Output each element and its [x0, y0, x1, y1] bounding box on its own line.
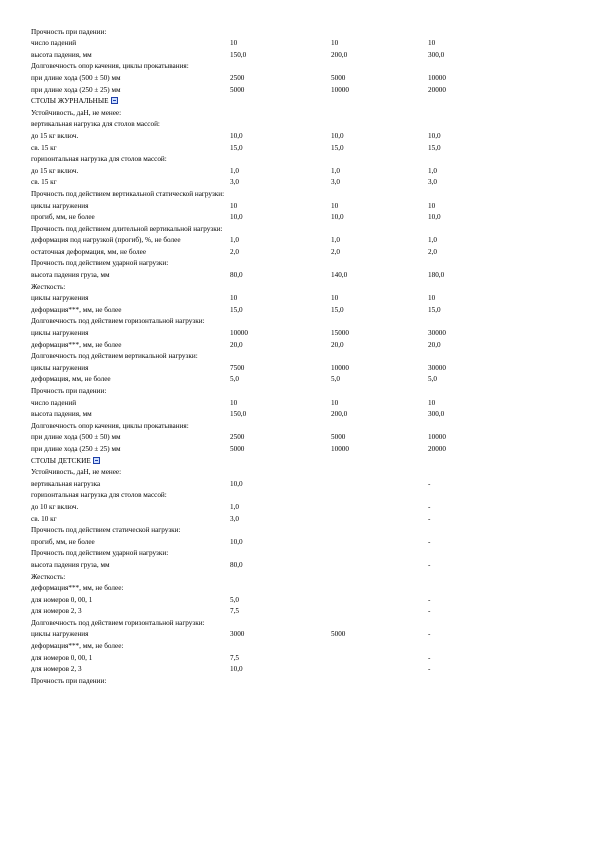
row-label	[31, 410, 230, 418]
value-cell-col3: 180,0	[428, 271, 445, 280]
table-row	[31, 130, 576, 142]
value-cell-col2: 1,0	[331, 236, 340, 245]
row-label-text: остаточная деформация, мм, не более	[31, 247, 147, 256]
row-label	[31, 144, 230, 152]
value-cell-col3: -	[428, 560, 431, 569]
row-label	[31, 352, 230, 360]
row-label	[31, 236, 230, 244]
value-cell-col3: -	[428, 502, 431, 511]
row-label-text: деформация, мм, не более	[31, 375, 111, 384]
row-label	[31, 294, 230, 302]
value-cell-col1: 2,0	[230, 247, 239, 256]
value-cell-col1: 5,0	[230, 375, 239, 384]
row-label-text: деформация***, мм, не более	[31, 340, 122, 349]
row-label	[31, 399, 230, 407]
row-label	[31, 178, 230, 186]
table-row	[31, 293, 576, 305]
table-row	[31, 594, 576, 606]
value-cell-col2: 5000	[331, 73, 346, 82]
row-label-text: Прочность под действием статической нагрузки:	[31, 526, 181, 535]
table-row	[31, 362, 576, 374]
row-label-text: Прочность под действием вертикальной статической нагрузки:	[31, 189, 225, 198]
row-label	[31, 364, 230, 372]
row-label-text: прогиб, мм, не более	[31, 537, 95, 546]
table-row	[31, 374, 576, 386]
row-label	[31, 213, 230, 221]
value-cell-col2: 10000	[331, 363, 349, 372]
value-cell-col3: 10	[428, 294, 436, 303]
table-row	[31, 339, 576, 351]
row-label-text: Прочность при падении:	[31, 27, 107, 36]
row-label-text: Жесткость:	[31, 572, 66, 581]
row-label	[31, 503, 230, 511]
value-cell-col3: 20,0	[428, 340, 441, 349]
row-label-text: Долговечность опор качения, циклы прокатывания:	[31, 62, 189, 71]
value-cell-col2: 15000	[331, 329, 349, 338]
value-cell-col1: 10,0	[230, 537, 243, 546]
row-label	[31, 283, 230, 291]
value-cell-col2: 10,0	[331, 213, 344, 222]
value-cell-col3: -	[428, 653, 431, 662]
value-cell-col3: 15,0	[428, 143, 441, 152]
row-label-text: до 10 кг включ.	[31, 502, 79, 511]
row-label	[31, 654, 230, 662]
table-row	[31, 223, 576, 235]
section-heading	[31, 457, 230, 465]
row-label-text: циклы нагружения	[31, 363, 89, 372]
value-cell-col1: 20,0	[230, 340, 243, 349]
table-row	[31, 235, 576, 247]
value-cell-col2: 10000	[331, 444, 349, 453]
value-cell-col1: 10	[230, 294, 238, 303]
table-row	[31, 664, 576, 676]
value-cell-col3: -	[428, 607, 431, 616]
value-cell-col1: 15,0	[230, 305, 243, 314]
value-cell-col3: 5,0	[428, 375, 437, 384]
table-row	[31, 629, 576, 641]
row-label-text: при длине хода (250 ± 25) мм	[31, 85, 121, 94]
table-row	[31, 513, 576, 525]
row-label	[31, 445, 230, 453]
value-cell-col1: 10	[230, 398, 238, 407]
value-cell-col3: 30000	[428, 363, 446, 372]
value-cell-col2: 5000	[331, 630, 346, 639]
row-label	[31, 596, 230, 604]
table-row	[31, 409, 576, 421]
row-label	[31, 375, 230, 383]
table-row	[31, 420, 576, 432]
value-cell-col1: 2500	[230, 73, 245, 82]
row-label	[31, 248, 230, 256]
row-label	[31, 480, 230, 488]
table-row	[31, 72, 576, 84]
value-cell-col1: 7,5	[230, 607, 239, 616]
row-label-text: горизонтальная нагрузка для столов массой:	[31, 491, 167, 500]
value-cell-col3: 10000	[428, 433, 446, 442]
value-cell-col3: 2,0	[428, 247, 437, 256]
table-row	[31, 26, 576, 38]
row-label	[31, 515, 230, 523]
row-label	[31, 526, 230, 534]
row-label-text: при длине хода (500 ± 50) мм	[31, 73, 121, 82]
row-label-text: Устойчивость, даН, не менее:	[31, 108, 122, 117]
table-row	[31, 559, 576, 571]
value-cell-col3: 10,0	[428, 213, 441, 222]
table-row	[31, 200, 576, 212]
table-row	[31, 84, 576, 96]
value-cell-col3: 300,0	[428, 50, 445, 59]
table-row	[31, 188, 576, 200]
value-cell-col3: 10	[428, 201, 436, 210]
value-cell-col2: 10,0	[331, 131, 344, 140]
row-label	[31, 120, 230, 128]
value-cell-col3: 1,0	[428, 166, 437, 175]
value-cell-col1: 15,0	[230, 143, 243, 152]
table-row	[31, 258, 576, 270]
value-cell-col1: 3,0	[230, 514, 239, 523]
row-label-text: Долговечность под действием горизонтальной нагрузки:	[31, 317, 205, 326]
row-label-text: высота падения груза, мм	[31, 271, 110, 280]
table-row	[31, 142, 576, 154]
value-cell-col2: 3,0	[331, 178, 340, 187]
value-cell-col1: 10,0	[230, 665, 243, 674]
section-heading-row	[31, 96, 576, 108]
value-cell-col1: 3,0	[230, 178, 239, 187]
row-label-text: для номеров 2, 3	[31, 607, 82, 616]
row-label	[31, 202, 230, 210]
value-cell-col3: 10	[428, 39, 436, 48]
table-row	[31, 501, 576, 513]
value-cell-col3: 10000	[428, 73, 446, 82]
row-label-text: Прочность при падении:	[31, 676, 107, 685]
row-label-text: вертикальная нагрузка для столов массой:	[31, 120, 160, 129]
table-row	[31, 107, 576, 119]
row-label	[31, 39, 230, 47]
table-row	[31, 385, 576, 397]
table-row	[31, 397, 576, 409]
table-row	[31, 548, 576, 560]
value-cell-col1: 10,0	[230, 131, 243, 140]
table-row	[31, 281, 576, 293]
row-label	[31, 573, 230, 581]
table-row	[31, 49, 576, 61]
value-cell-col1: 1,0	[230, 166, 239, 175]
value-cell-col1: 10000	[230, 329, 248, 338]
value-cell-col2: 5000	[331, 433, 346, 442]
value-cell-col3: 1,0	[428, 236, 437, 245]
row-label-text: для номеров 2, 3	[31, 665, 82, 674]
table-row	[31, 606, 576, 618]
row-label-text: Прочность при падении:	[31, 387, 107, 395]
value-cell-col1: 2500	[230, 433, 245, 442]
value-cell-col3: -	[428, 595, 431, 604]
table-row	[31, 304, 576, 316]
table-row	[31, 316, 576, 328]
row-label-text: циклы нагружения	[31, 294, 89, 303]
table-row	[31, 177, 576, 189]
value-cell-col1: 3000	[230, 630, 245, 639]
value-cell-col3: 300,0	[428, 410, 445, 419]
row-label-text: прогиб, мм, не более	[31, 213, 95, 222]
table-row	[31, 571, 576, 583]
row-label-text: для номеров 0, 00, 1	[31, 595, 93, 604]
table-row	[31, 432, 576, 444]
value-cell-col3: 15,0	[428, 305, 441, 314]
row-label-text: СТОЛЫ ДЕТСКИЕ	[31, 456, 91, 465]
value-cell-col1: 7,5	[230, 653, 239, 662]
row-label-text: СТОЛЫ ЖУРНАЛЬНЫЕ	[31, 97, 109, 106]
value-cell-col1: 10,0	[230, 213, 243, 222]
row-label-text: до 15 кг включ.	[31, 131, 79, 140]
row-label-text: горизонтальная нагрузка для столов массой:	[31, 155, 167, 164]
row-label-text: при длине хода (250 ± 25) мм	[31, 444, 121, 453]
table-row	[31, 640, 576, 652]
row-label	[31, 167, 230, 175]
row-label	[31, 607, 230, 615]
row-label-text: деформация***, мм, не более	[31, 305, 122, 314]
row-label	[31, 28, 230, 36]
row-label	[31, 387, 230, 395]
table-row	[31, 351, 576, 363]
row-label	[31, 317, 230, 325]
row-label	[31, 190, 230, 198]
row-label-text: для номеров 0, 00, 1	[31, 653, 93, 662]
value-cell-col1: 150,0	[230, 410, 247, 419]
section-heading-row	[31, 455, 576, 467]
row-label-text: Прочность под действием ударной нагрузки:	[31, 549, 169, 558]
row-label	[31, 132, 230, 140]
value-cell-col1: 5,0	[230, 595, 239, 604]
value-cell-col3: 20000	[428, 444, 446, 453]
table-row	[31, 652, 576, 664]
row-label	[31, 468, 230, 476]
value-cell-col3: -	[428, 514, 431, 523]
row-label	[31, 74, 230, 82]
table-row	[31, 119, 576, 131]
value-cell-col1: 5000	[230, 85, 245, 94]
table-row	[31, 525, 576, 537]
row-label-text: Прочность под действием длительной вертикальной нагрузки:	[31, 224, 223, 233]
row-label-text: Долговечность опор качения, циклы прокатывания:	[31, 421, 189, 430]
value-cell-col1: 10,0	[230, 479, 243, 488]
row-label-text: деформация***, мм, не более:	[31, 584, 124, 593]
row-label	[31, 538, 230, 546]
row-label	[31, 225, 230, 233]
footnote-link-icon[interactable]	[93, 457, 100, 464]
row-label-text: высота падения груза, мм	[31, 560, 110, 569]
value-cell-col1: 150,0	[230, 50, 247, 59]
row-label-text: циклы нагружения	[31, 630, 89, 639]
row-label-text: число падений	[31, 398, 77, 407]
value-cell-col2: 140,0	[331, 271, 348, 280]
value-cell-col3: 3,0	[428, 178, 437, 187]
table-row	[31, 443, 576, 455]
value-cell-col2: 15,0	[331, 305, 344, 314]
value-cell-col2: 5,0	[331, 375, 340, 384]
value-cell-col3: 10	[428, 398, 436, 407]
table-row	[31, 327, 576, 339]
value-cell-col3: 30000	[428, 329, 446, 338]
row-label	[31, 62, 230, 70]
table-row	[31, 61, 576, 73]
row-label-text: высота падения, мм	[31, 50, 92, 59]
value-cell-col1: 80,0	[230, 271, 243, 280]
table-row	[31, 269, 576, 281]
row-label-text: Прочность под действием ударной нагрузки:	[31, 259, 169, 268]
table-row	[31, 675, 576, 687]
row-label	[31, 109, 230, 117]
row-label	[31, 642, 230, 650]
row-label	[31, 86, 230, 94]
value-cell-col2: 20,0	[331, 340, 344, 349]
value-cell-col1: 7500	[230, 363, 245, 372]
section-heading	[31, 97, 230, 105]
row-label	[31, 259, 230, 267]
row-label	[31, 329, 230, 337]
row-label	[31, 271, 230, 279]
value-cell-col2: 2,0	[331, 247, 340, 256]
value-cell-col3: -	[428, 479, 431, 488]
value-cell-col3: -	[428, 537, 431, 546]
row-label	[31, 677, 230, 685]
row-label-text: деформация под нагрузкой (прогиб), %, не более	[31, 236, 181, 245]
value-cell-col3: -	[428, 630, 431, 639]
value-cell-col1: 1,0	[230, 502, 239, 511]
row-label-text: Жесткость:	[31, 282, 66, 291]
row-label	[31, 433, 230, 441]
value-cell-col1: 10	[230, 201, 238, 210]
value-cell-col2: 10	[331, 398, 339, 407]
row-label	[31, 155, 230, 163]
row-label-text: св. 15 кг	[31, 178, 57, 187]
row-label-text: вертикальная нагрузка	[31, 479, 101, 488]
row-label	[31, 665, 230, 673]
row-label-text: при длине хода (500 ± 50) мм	[31, 433, 121, 442]
value-cell-col1: 5000	[230, 444, 245, 453]
value-cell-col2: 10	[331, 39, 339, 48]
row-label	[31, 306, 230, 314]
value-cell-col2: 10	[331, 201, 339, 210]
row-label-text: Долговечность под действием вертикальной нагрузки:	[31, 352, 198, 361]
row-label-text: высота падения, мм	[31, 410, 92, 419]
row-label-text: циклы нагружения	[31, 329, 89, 338]
footnote-link-icon[interactable]	[111, 97, 118, 104]
value-cell-col2: 200,0	[331, 50, 348, 59]
value-cell-col1: 1,0	[230, 236, 239, 245]
value-cell-col1: 10	[230, 39, 238, 48]
row-label-text: циклы нагружения	[31, 201, 89, 210]
table-row	[31, 490, 576, 502]
row-label	[31, 549, 230, 557]
row-label-text: св. 15 кг	[31, 143, 57, 152]
table-row	[31, 583, 576, 595]
row-label-text: деформация***, мм, не более:	[31, 642, 124, 651]
table-row	[31, 165, 576, 177]
table-row	[31, 38, 576, 50]
row-label	[31, 584, 230, 592]
requirements-table	[31, 26, 576, 687]
table-row	[31, 154, 576, 166]
row-label	[31, 491, 230, 499]
row-label	[31, 630, 230, 638]
row-label	[31, 619, 230, 627]
value-cell-col2: 1,0	[331, 166, 340, 175]
row-label-text: св. 10 кг	[31, 514, 57, 523]
table-row	[31, 212, 576, 224]
value-cell-col1: 80,0	[230, 560, 243, 569]
row-label-text: до 15 кг включ.	[31, 166, 79, 175]
table-row	[31, 617, 576, 629]
row-label	[31, 341, 230, 349]
value-cell-col2: 15,0	[331, 143, 344, 152]
row-label	[31, 561, 230, 569]
row-label-text: Долговечность под действием горизонтальной нагрузки:	[31, 618, 205, 627]
row-label-text: число падений	[31, 39, 77, 48]
row-label	[31, 51, 230, 59]
table-row	[31, 246, 576, 258]
value-cell-col2: 200,0	[331, 410, 348, 419]
row-label-text: Устойчивость, даН, не менее:	[31, 468, 122, 477]
value-cell-col3: 10,0	[428, 131, 441, 140]
value-cell-col2: 10	[331, 294, 339, 303]
table-row	[31, 478, 576, 490]
value-cell-col3: -	[428, 665, 431, 674]
table-row	[31, 536, 576, 548]
row-label	[31, 422, 230, 430]
table-row	[31, 467, 576, 479]
value-cell-col2: 10000	[331, 85, 349, 94]
value-cell-col3: 20000	[428, 85, 446, 94]
